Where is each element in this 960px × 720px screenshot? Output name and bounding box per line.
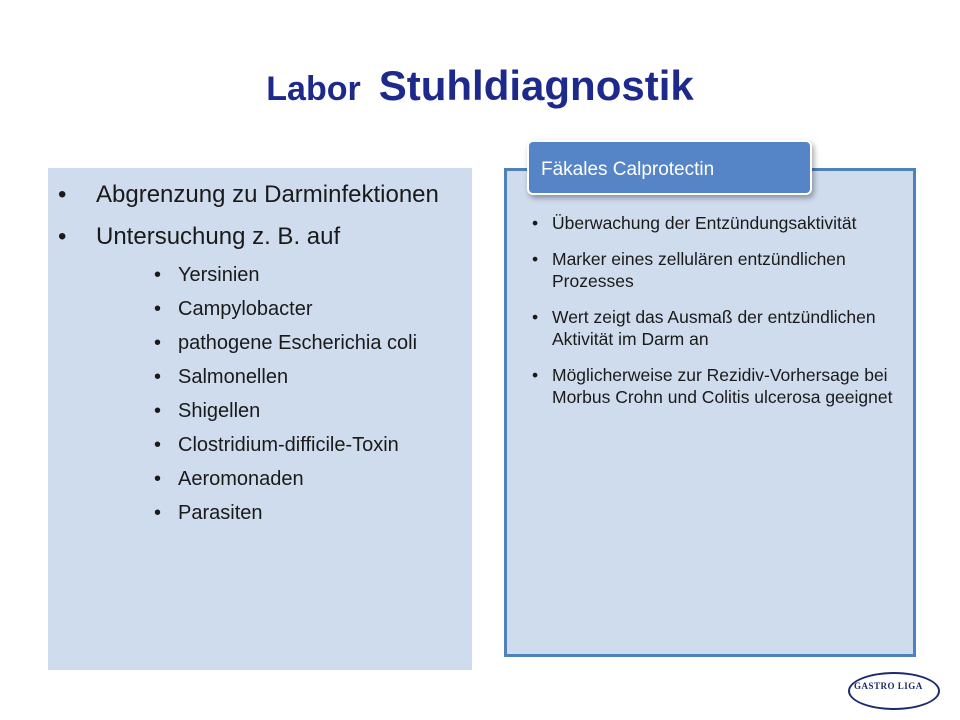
sub-list-item-label: Salmonellen [178,366,289,388]
bullet-icon: • [154,400,162,422]
sub-list-item-label: Campylobacter [178,298,313,320]
bullet-icon: • [154,366,162,388]
list-item [48,178,472,212]
sub-list-item [96,466,472,492]
sub-list-item-label: Yersinien [178,264,260,286]
list-item-label: Untersuchung z. B. auf [96,223,341,250]
list-item-label: Wert zeigt das Ausmaß der entzündlichen Aktivität im Darm an [552,307,876,349]
bullet-icon: • [532,307,539,327]
bullet-icon: • [532,365,539,385]
bullet-icon: • [532,213,539,233]
list-item [522,212,902,234]
sub-list-item [96,398,472,424]
sub-list-item-label: Parasiten [178,502,263,524]
bullet-icon: • [154,298,162,320]
sub-list-item [96,296,472,322]
list-item-label: Möglicherweise zur Rezidiv-Vorhersage bei Morbus Crohn und Colitis ulcerosa geeignet [552,365,893,407]
list-item [48,220,472,526]
list-item [522,306,902,350]
gastroliga-logo [848,672,938,708]
calprotectin-tab: Fäkales Calprotectin [527,140,812,195]
bullet-icon: • [154,434,162,456]
bullet-icon: • [58,181,67,208]
bullet-icon: • [154,502,162,524]
bullet-icon: • [58,223,67,250]
bullet-icon: • [154,468,162,490]
right-bullet-list [522,212,902,422]
list-item-label: Überwachung der Entzündungsaktivität [552,213,857,233]
bullet-icon: • [154,332,162,354]
sub-list-item [96,364,472,390]
list-item [522,248,902,292]
sub-bullet-list [96,262,472,526]
sub-list-item [96,262,472,288]
logo-ring-icon [848,672,940,710]
sub-list-item-label: Clostridium-difficile-Toxin [178,434,399,456]
sub-list-item-label: Aeromonaden [178,468,304,490]
title-prefix: Labor [266,70,361,108]
bullet-icon: • [532,249,539,269]
sub-list-item [96,500,472,526]
left-panel [48,168,472,670]
logo-text: GASTRO LIGA [854,681,923,691]
sub-list-item [96,330,472,356]
sub-list-item-label: Shigellen [178,400,261,422]
sub-list-item-label: pathogene Escherichia coli [178,332,418,354]
title-main: Stuhldiagnostik [378,62,694,109]
sub-list-item [96,432,472,458]
slide-title [0,62,960,110]
bullet-icon: • [154,264,162,286]
list-item-label: Marker eines zellulären entzündlichen Prozesses [552,249,846,291]
list-item [522,364,902,408]
list-item-label: Abgrenzung zu Darminfektionen [96,181,439,208]
left-bullet-list [48,178,472,534]
